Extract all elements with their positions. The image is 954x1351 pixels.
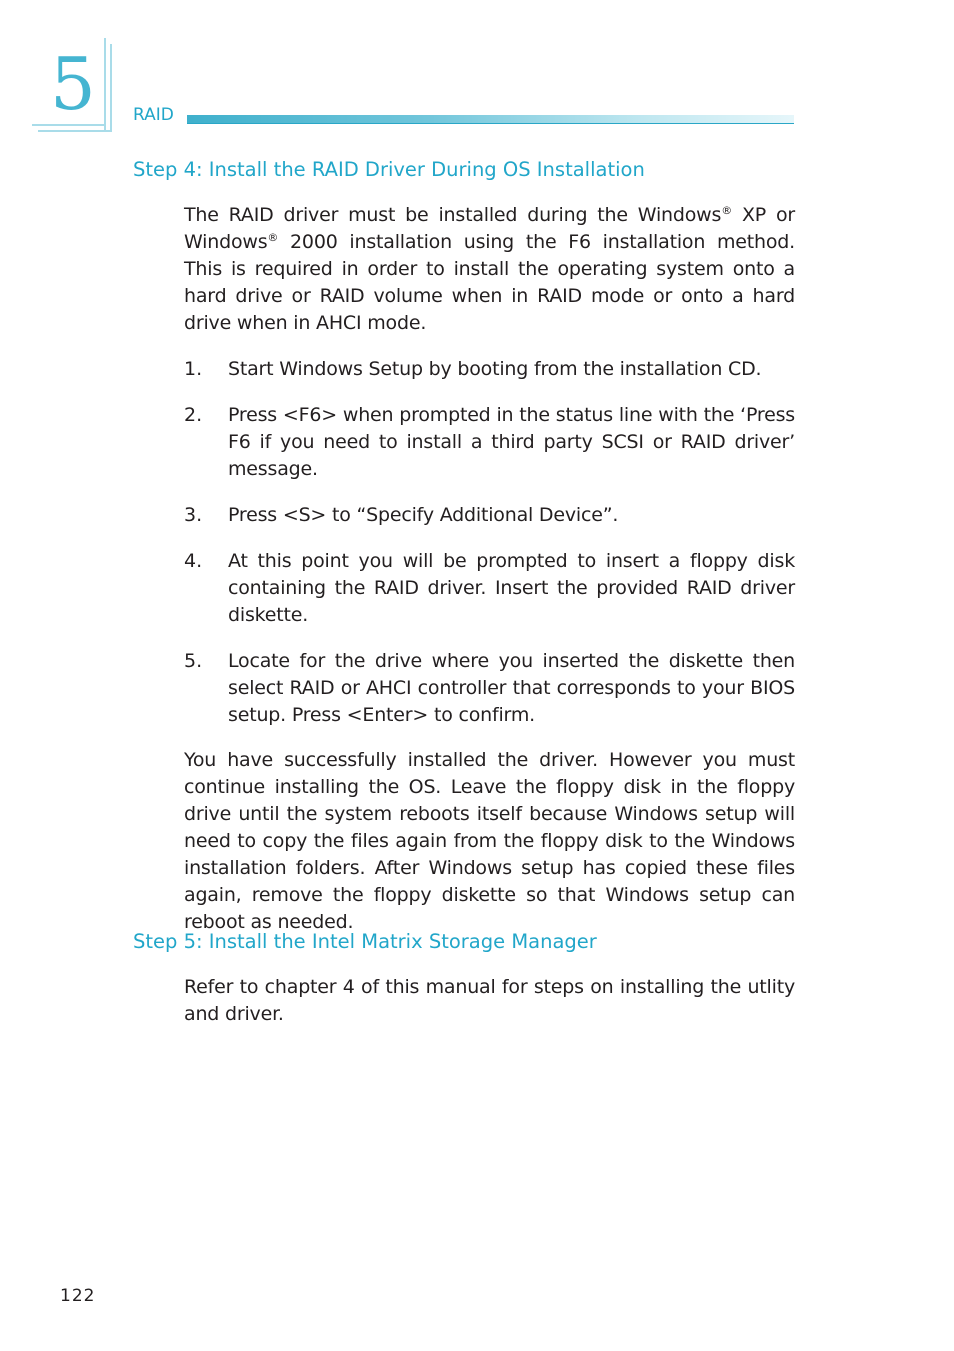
list-text: Press <F6> when prompted in the status line with the ‘Press F6 if you need to install a third party SCSI or RAID driver’ message. bbox=[228, 404, 795, 480]
list-text: Start Windows Setup by booting from the installation CD. bbox=[228, 358, 762, 380]
chapter-frame-line bbox=[104, 38, 106, 130]
section-label: RAID bbox=[133, 105, 174, 125]
list-text: At this point you will be prompted to insert a floppy disk containing the RAID driver. Insert the provided RAID driver diskette. bbox=[228, 550, 795, 626]
step5-text: Refer to chapter 4 of this manual for steps on installing the utlity and driver. bbox=[184, 976, 795, 1025]
chapter-frame-line bbox=[110, 44, 112, 132]
step4-closing: You have successfully installed the driver. However you must continue installing the OS. Leave the floppy disk in the floppy drive until the system reboots itself because Windows setup will need to copy the files again from the floppy disk to the Windows installation folders. After Windows setup has copied these files again, remove the floppy diskette so that Windows setup can reboot as needed. bbox=[184, 749, 795, 933]
step4-intro: The RAID driver must be installed during the Windows® XP or Windows® 2000 installation using the F6 installation method. This is required in order to install the operating system onto a hard drive or RAID volume when in RAID mode or onto a hard drive when in AHCI mode. bbox=[184, 204, 795, 334]
list-text: Press <S> to “Specify Additional Device”. bbox=[228, 504, 619, 526]
page-number: 122 bbox=[60, 1286, 96, 1306]
chapter-number: 5 bbox=[50, 42, 96, 126]
list-text: Locate for the drive where you inserted the diskette then select RAID or AHCI controller that corresponds to your BIOS setup. Press <Enter> to confirm. bbox=[228, 650, 795, 726]
list-number: 5. bbox=[184, 650, 203, 672]
step5-heading: Step 5: Install the Intel Matrix Storage Manager bbox=[133, 930, 597, 953]
list-number: 3. bbox=[184, 504, 203, 526]
step4-heading: Step 4: Install the RAID Driver During OS Installation bbox=[133, 158, 645, 181]
chapter-frame-line bbox=[38, 130, 112, 132]
list-number: 4. bbox=[184, 550, 203, 572]
header-bar bbox=[187, 115, 794, 123]
header-rule bbox=[187, 123, 794, 124]
list-number: 2. bbox=[184, 404, 203, 426]
list-number: 1. bbox=[184, 358, 203, 380]
